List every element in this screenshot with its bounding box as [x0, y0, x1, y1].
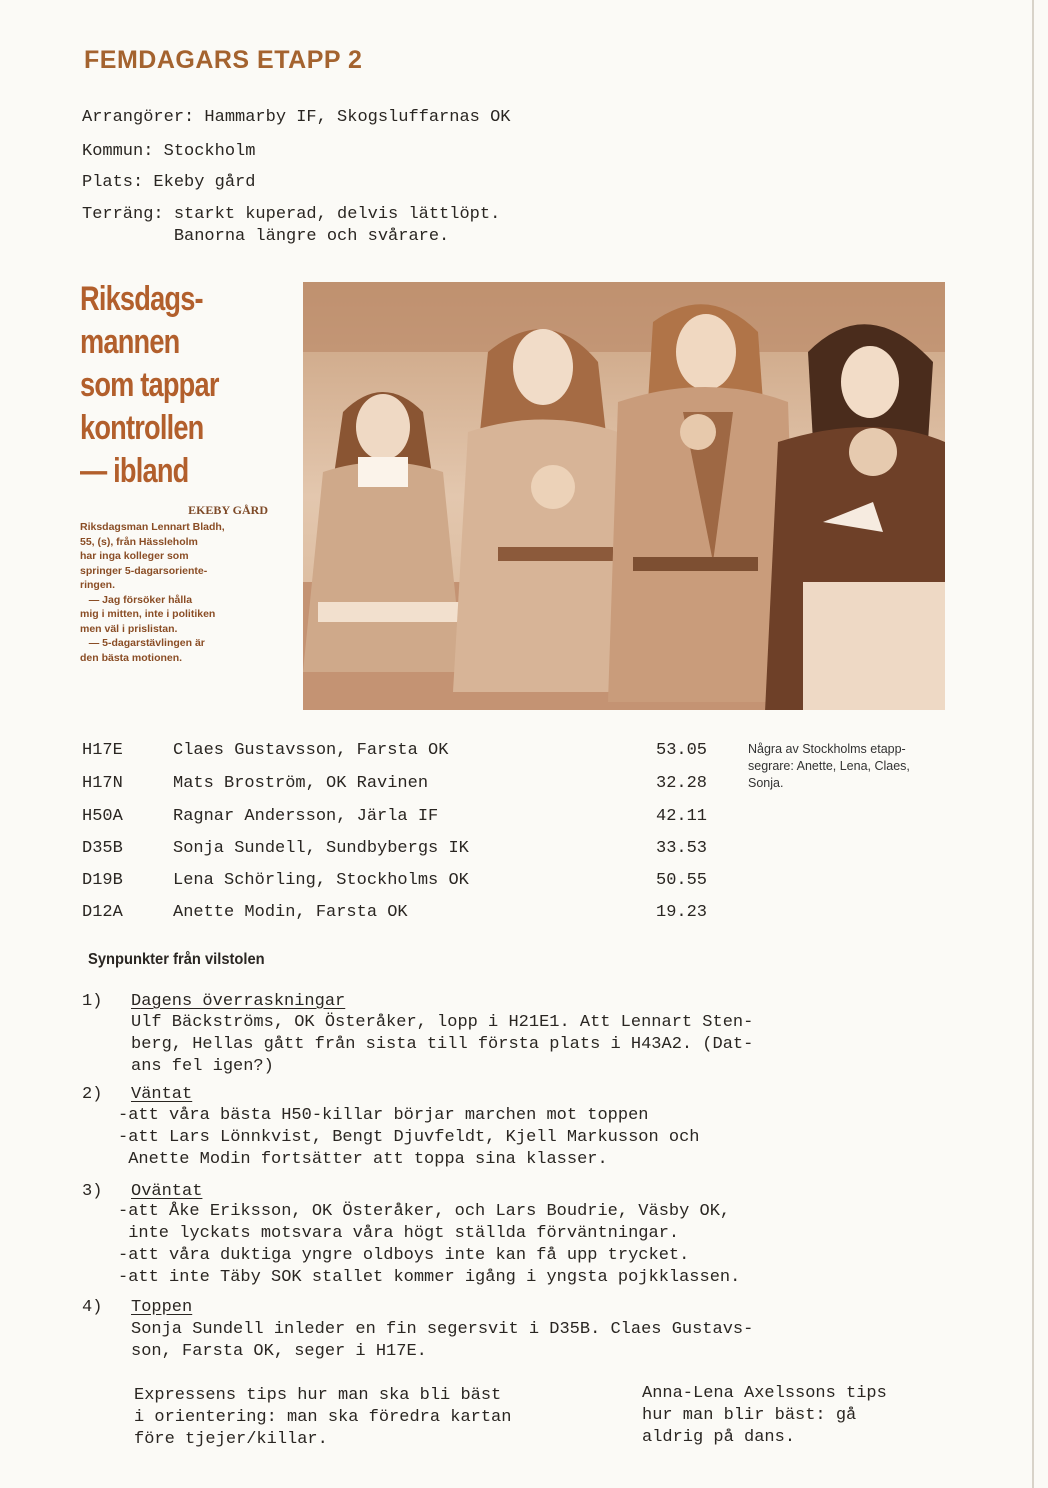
item-number: 3): [82, 1182, 103, 1201]
photo-illustration: [303, 282, 945, 710]
result-time: 53.05: [656, 741, 708, 760]
result-name: Lena Schörling, Stockholms OK: [173, 871, 469, 890]
result-name: Anette Modin, Farsta OK: [173, 903, 408, 922]
result-class: H17E: [82, 741, 123, 760]
clipping-headline: Riksdags- mannen som tappar kontrollen — ibland: [80, 280, 219, 490]
result-time: 32.28: [656, 774, 708, 793]
meta-terrang: Terräng: starkt kuperad, delvis lättlöpt. Banorna längre och svårare.: [82, 205, 501, 246]
item-body: Ulf Bäckströms, OK Österåker, lopp i H21E1. Att Lennart Sten- berg, Hellas gått från sista till första plats i H43A2. (Dat- ans fel igen?): [131, 1013, 754, 1076]
item-title: Toppen: [131, 1298, 193, 1317]
meta-arrangorer: Arrangörer: Hammarby IF, Skogsluffarnas OK: [82, 108, 511, 127]
item-number: 1): [82, 992, 103, 1011]
result-time: 33.53: [656, 839, 708, 858]
item-title: Oväntat: [131, 1182, 203, 1201]
synpunkter-heading: Synpunkter från vilstolen: [88, 951, 265, 968]
result-class: H50A: [82, 807, 123, 826]
result-name: Mats Broström, OK Ravinen: [173, 774, 429, 793]
page-edge: [1032, 0, 1034, 1488]
item-number: 4): [82, 1298, 103, 1317]
item-body: -att Åke Eriksson, OK Österåker, och Lars Boudrie, Väsby OK, inte lyckats motsvara våra högt ställda förväntningar. -att våra duktiga yngre oldboys inte kan få upp trycket. -att inte Täby SOK stallet kommer igång i yngsta pojkklassen.: [118, 1202, 741, 1287]
result-class: H17N: [82, 774, 123, 793]
group-photo: [303, 282, 945, 710]
clipping-dateline: EKEBY GÅRD: [188, 503, 268, 517]
result-class: D12A: [82, 903, 123, 922]
item-body: -att våra bästa H50-killar börjar marchen mot toppen -att Lars Lönnkvist, Bengt Djuvfeldt, Kjell Markusson och Anette Modin fortsätter att toppa sina klasser.: [118, 1106, 700, 1169]
newspaper-clipping: [80, 278, 292, 718]
item-body: Sonja Sundell inleder en fin segersvit i D35B. Claes Gustavs- son, Farsta OK, seger i H17E.: [131, 1320, 754, 1361]
tips-anna-lena: Anna-Lena Axelssons tips hur man blir bäst: gå aldrig på dans.: [642, 1384, 887, 1447]
result-time: 50.55: [656, 871, 708, 890]
result-time: 19.23: [656, 903, 708, 922]
result-name: Claes Gustavsson, Farsta OK: [173, 741, 449, 760]
result-class: D19B: [82, 871, 123, 890]
item-title: Dagens överraskningar: [131, 992, 346, 1011]
result-class: D35B: [82, 839, 123, 858]
meta-kommun: Kommun: Stockholm: [82, 142, 256, 161]
clipping-body: Riksdagsman Lennart Bladh, 55, (s), från Hässleholm har inga kolleger som springer 5-dagarsoriente- ringen. — Jag försöker hålla mig i mitten, inte i politiken men väl i prislistan. — 5-dagarstävlingen är den bästa motionen.: [80, 521, 225, 664]
meta-plats: Plats: Ekeby gård: [82, 173, 256, 192]
result-time: 42.11: [656, 807, 708, 826]
item-number: 2): [82, 1085, 103, 1104]
photo-caption: Några av Stockholms etapp- segrare: Anette, Lena, Claes, Sonja.: [748, 742, 910, 790]
result-name: Ragnar Andersson, Järla IF: [173, 807, 439, 826]
page-title: FEMDAGARS ETAPP 2: [84, 46, 363, 74]
tips-expressen: Expressens tips hur man ska bli bäst i orientering: man ska föredra kartan före tjejer/killar.: [134, 1386, 512, 1449]
item-title: Väntat: [131, 1085, 193, 1104]
result-name: Sonja Sundell, Sundbybergs IK: [173, 839, 469, 858]
